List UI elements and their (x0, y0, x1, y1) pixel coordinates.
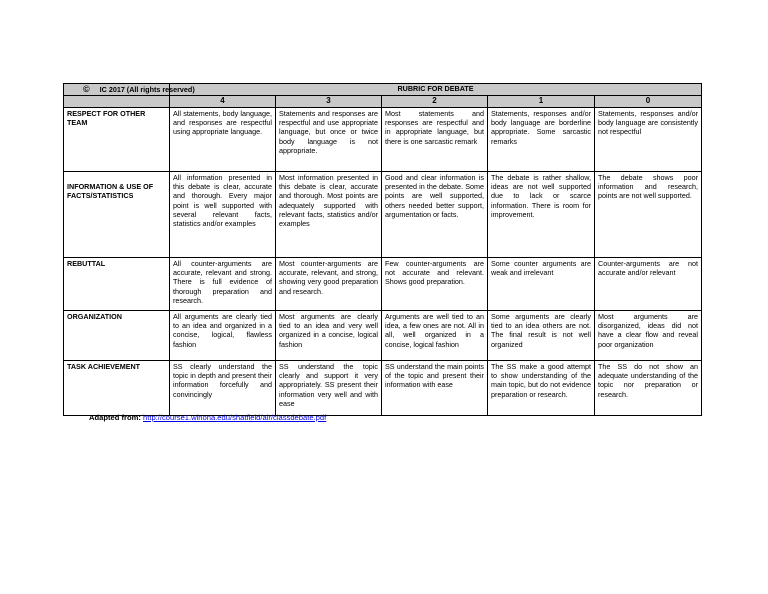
rubric-table (63, 83, 702, 416)
source-link[interactable]: http://course1.winona.edu/shatfield/air/classdebate.pdf (143, 413, 327, 422)
title-row (64, 84, 702, 96)
descriptor-cell: The debate shows poor information and research, points are not well supported. (595, 172, 702, 258)
descriptor-cell: Counter-arguments are not accurate and/or relevant (595, 258, 702, 311)
descriptor-cell: Statements, responses and/or body language are borderline appropriate. Some sarcastic remarks (488, 108, 595, 172)
rubric-title: RUBRIC FOR DEBATE (170, 84, 702, 96)
descriptor-cell: The debate is rather shallow, ideas are not well supported due to lack or scarce information. There is room for improvement. (488, 172, 595, 258)
descriptor-cell: Few counter-arguments are not accurate and relevant. Shows good preparation. (382, 258, 488, 311)
criterion-cell: TASK ACHIEVEMENT (64, 361, 170, 416)
descriptor-cell: Most statements and responses are respectful and in appropriate language, but there is one sarcastic remark (382, 108, 488, 172)
descriptor-cell: Arguments are well tied to an idea, a few ones are not. All in all, well organized in a concise, logical fashion (382, 311, 488, 361)
descriptor-cell: Statements and responses are respectful and use appropriate language, but once or twice body language is not appropriate. (276, 108, 382, 172)
descriptor-cell: Most arguments are disorganized, ideas did not have a clear flow and reveal poor organization (595, 311, 702, 361)
criterion-cell: RESPECT FOR OTHER TEAM (64, 108, 170, 172)
descriptor-cell: SS understand the topic clearly and support it very appropriately. SS present their information very well and with ease (276, 361, 382, 416)
score-header-0: 0 (595, 96, 702, 108)
copyright-cell (64, 84, 195, 96)
criterion-cell: INFORMATION & USE OF FACTS/STATISTICS (64, 172, 170, 258)
source-attribution (89, 413, 326, 422)
descriptor-cell: All arguments are clearly tied to an idea and organized in a concise, logical, flawless fashion (170, 311, 276, 361)
descriptor-cell: The SS do not show an adequate understanding of the topic nor preparation or research. (595, 361, 702, 416)
criterion-cell: REBUTTAL (64, 258, 170, 311)
descriptor-cell: Most information presented in this debate is clear, accurate and thorough. Most points are adequately supported with relevant facts, statistics and/or examples (276, 172, 382, 258)
descriptor-cell: Some arguments are clearly tied to an idea others are not. The final result is not well organized (488, 311, 595, 361)
copyright-symbol: © (83, 84, 90, 94)
descriptor-cell: Most counter-arguments are accurate, relevant, and strong, showing very good preparation and research. (276, 258, 382, 311)
descriptor-cell: SS understand the main points of the topic and present their information with ease (382, 361, 488, 416)
copyright-text: IC 2017 (All rights reserved) (99, 85, 195, 94)
criterion-cell: ORGANIZATION (64, 311, 170, 361)
descriptor-cell: Some counter arguments are weak and irrelevant (488, 258, 595, 311)
rubric-row-information (64, 172, 702, 258)
descriptor-cell: All statements, body language, and responses are respectful using appropriate language. (170, 108, 276, 172)
score-header-3: 3 (276, 96, 382, 108)
descriptor-cell: SS clearly understand the topic in depth and present their information forcefully and convincingly (170, 361, 276, 416)
descriptor-cell: Good and clear information is presented in the debate. Some points are well supported, others needed better support, argumentation or facts. (382, 172, 488, 258)
score-header-4: 4 (170, 96, 276, 108)
rubric-row-organization (64, 311, 702, 361)
descriptor-cell: All counter-arguments are accurate, relevant and strong. There is full evidence of thorough preparation and research. (170, 258, 276, 311)
score-header-1: 1 (488, 96, 595, 108)
rubric-row-respect (64, 108, 702, 172)
score-header-2: 2 (382, 96, 488, 108)
score-header-row (64, 96, 702, 108)
rubric-row-rebuttal (64, 258, 702, 311)
descriptor-cell: All information presented in this debate is clear, accurate and thorough. Every major point is well supported with several relevant facts, statistics and/or examples (170, 172, 276, 258)
rubric-row-task-achievement (64, 361, 702, 416)
descriptor-cell: Statements, responses and/or body language are consistently not respectful (595, 108, 702, 172)
descriptor-cell: Most arguments are clearly tied to an idea and very well organized in a concise, logical fashion (276, 311, 382, 361)
descriptor-cell: The SS make a good attempt to show understanding of the main topic, but do not evidence preparation or research. (488, 361, 595, 416)
score-header-blank (64, 96, 170, 108)
source-label: Adapted from: (89, 413, 141, 422)
